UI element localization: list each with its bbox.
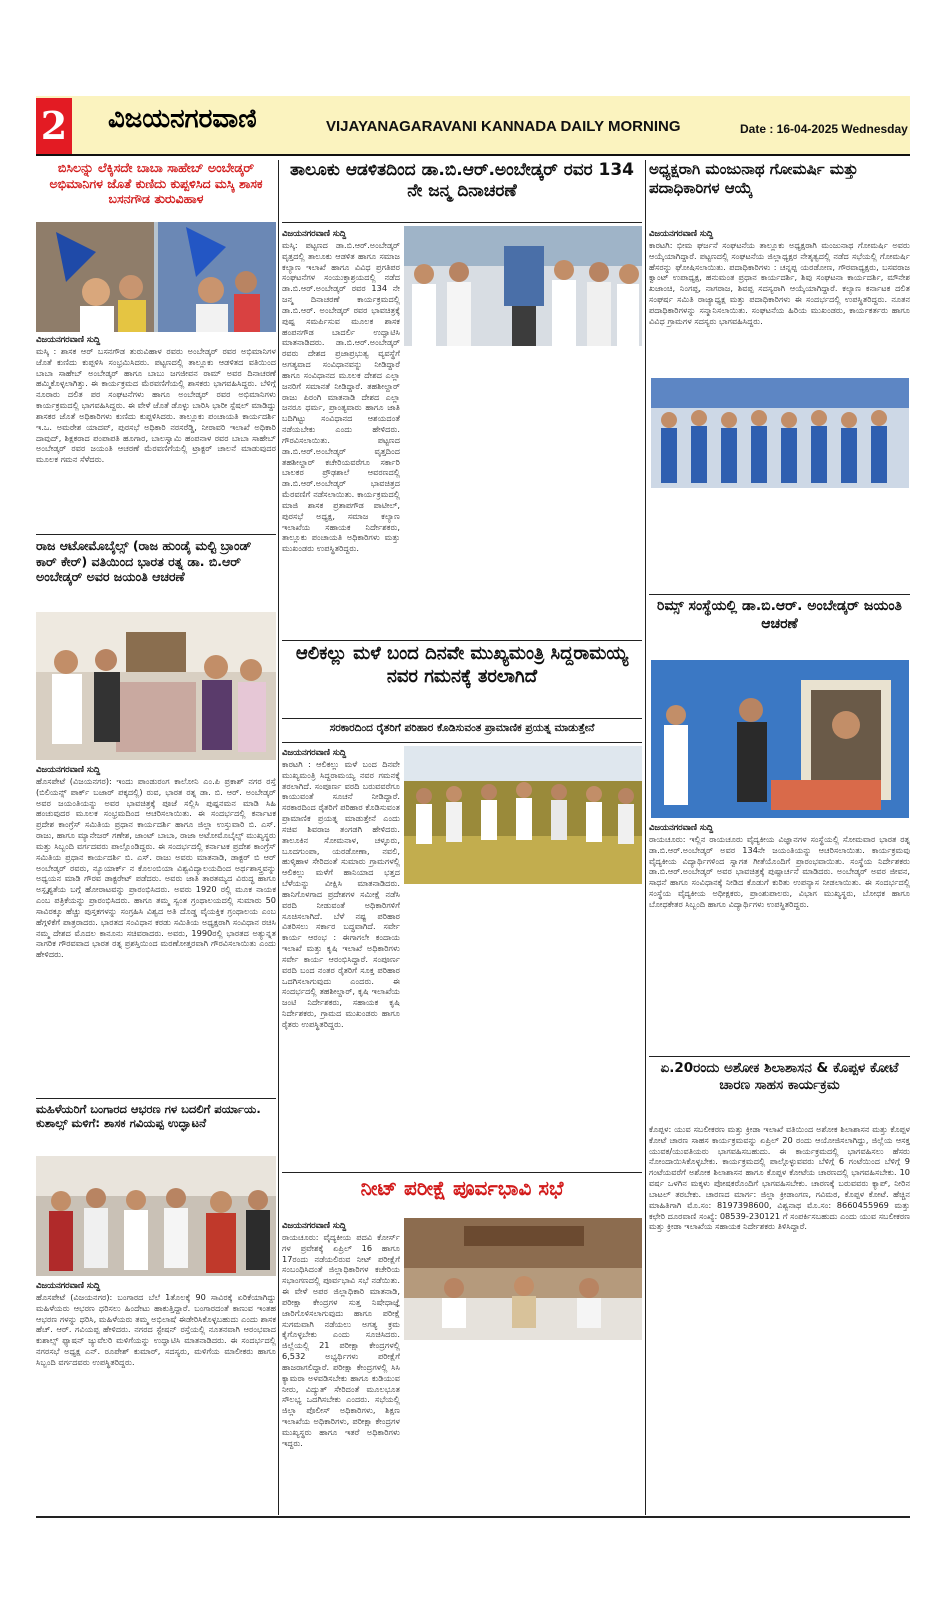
- page-number: 2: [36, 98, 72, 154]
- article-body-manjunath: ಕಾರಟಗಿ: ಭೀಮ ಘರ್ಜನೆ ಸಂಘಟನೆಯ ತಾಲ್ಲೂಕು ಅಧ್ಯಕ್ಷರಾಗಿ ಮಂಜುನಾಥ ಗೋಮರ್ಷಿ ಅವರು ಆಯ್ಕೆಯಾಗಿದ್ದಾರೆ. ಪಟ್ಟಣದಲ್ಲಿ ಸಂಘಟನೆಯ ಜಿಲ್ಲಾಧ್ಯಕ್ಷರ ನೇತೃತ್ವದಲ್ಲಿ ನಡೆದ ಸಭೆಯಲ್ಲಿ ಗೋಮರ್ಷಿ ಹೆಸರನ್ನು ಘೋಷಿಸಲಾಯಿತು. ಪದಾಧಿಕಾರಿಗಳು : ಚನ್ನಪ್ಪ ಯರಡೋಣ, ಗೌರವಾಧ್ಯಕ್ಷರು, ಬಸವರಾಜ ಕ್ವಾಂಟ್ ಉಪಾಧ್ಯಕ್ಷ, ಹನುಮಂತ ಪ್ರಧಾನ ಕಾರ್ಯದರ್ಶಿ, ಶಿವು ಸಂಘಟನಾ ಕಾರ್ಯದರ್ಶಿ, ಮೌನೇಶ ಖಜಾಂಚಿ, ನಿಂಗಪ್ಪ, ನಾಗರಾಜ, ಶಿವಪ್ಪ ಸದಸ್ಯರಾಗಿ ಆಯ್ಕೆಯಾಗಿದ್ದಾರೆ. ಕಲ್ಯಾಣ ಕರ್ನಾಟಕ ದಲಿತ ಸಂಘರ್ಷ ಸಮಿತಿ ರಾಜ್ಯಾಧ್ಯಕ್ಷ ಮತ್ತು ಪದಾಧಿಕಾರಿಗಳು ಈ ಸಂದರ್ಭದಲ್ಲಿ ಉಪಸ್ಥಿತರಿದ್ದರು. ನೂತನ ಪದಾಧಿಕಾರಿಗಳನ್ನು ಸನ್ಮಾನಿಸಲಾಯಿತು. ಸಂಘಟನೆಯ ಹಿರಿಯ ಮುಖಂಡರು, ಕಾರ್ಯಕರ್ತರು ಹಾಗೂ ವಿವಿಧ ಗ್ರಾಮಗಳ ಸದಸ್ಯರು ಭಾಗವಹಿಸಿದ್ದರು.: [649, 240, 910, 326]
- photo-rims-ambedkar: [651, 660, 909, 818]
- headline-kushals-jewellery: ಮಹಿಳೆಯರಿಗೆ ಬಂಗಾರದ ಆಭರಣ ಗಳ ಬದಲಿಗೆ ಪರ್ಯಾಯ. ಕುಶಾಲ್ಸ್ ಮಳಿಗೆ: ಶಾಸಕ ಗವಿಯಪ್ಪ ಉದ್ಘಾಟನೆ: [36, 1102, 261, 1131]
- byline: ವಿಜಯನಗರವಾಣಿ ಸುದ್ದಿ: [36, 764, 101, 774]
- headline-raja-automobiles: ರಾಜ ಆಟೋಮೊಬೈಲ್ಸ್ (ರಾಜ ಹುಂಡೈ ಮಲ್ಟಿ ಬ್ರಾಂಡ್ ಕಾರ್ ಕೇರ್) ವತಿಯಿಂದ ಭಾರತ ರತ್ನ ಡಾ. ಬಿ.ಆರ್ ಅಂಬೇಡ್ಕರ್ ಅವರ ಜಯಂತಿ ಆಚರಣೆ: [36, 538, 252, 585]
- article-divider: [282, 1172, 642, 1173]
- issue-date: Date : 16-04-2025 Wednesday: [740, 122, 908, 136]
- column-divider: [278, 160, 279, 1515]
- article-body-taluk-ambedkar: ಮಸ್ಕಿ: ಪಟ್ಟಣದ ಡಾ.ಬಿ.ಆರ್.ಅಂಬೇಡ್ಕರ್ ವೃತ್ತದಲ್ಲಿ ತಾಲೂಕು ಆಡಳಿತ ಹಾಗೂ ಸಮಾಜ ಕಲ್ಯಾಣ ಇಲಾಖೆ ಹಾಗೂ ವಿವಿಧ ಪ್ರಗತಿಪರ ಸಂಘಟನೆಗಳ ಸಂಯುಕ್ತಾಶ್ರಯದಲ್ಲಿ ನಡೆದ ಡಾ.ಬಿ.ಆರ್.ಅಂಬೇಡ್ಕರ್ ರವರ 134 ನೇ ಜನ್ಮ ದಿನಾಚರಣೆ ಕಾರ್ಯಕ್ರಮದಲ್ಲಿ ಡಾ.ಬಿ.ಆರ್. ಅಂಬೇಡ್ಕರ್ ರವರ ಭಾವಚಿತ್ರಕ್ಕೆ ಪುಷ್ಪ ಸಮರ್ಪಿಸುವ ಮೂಲಕ ಶಾಸಕ ಹಂಪನಗೌಡ ಬಾದರ್ಲಿ ಉದ್ಘಾಟಿಸಿ ಮಾತನಾಡಿದರು. ಡಾ.ಬಿ.ಆರ್.ಅಂಬೇಡ್ಕರ್ ರವರು ದೇಶದ ಪ್ರಜಾಪ್ರಭುತ್ವ ವ್ಯವಸ್ಥೆಗೆ ಅಗತ್ಯವಾದ ಸಂವಿಧಾನವನ್ನು ನೀಡಿದ್ದಾರೆ ಹಾಗೂ ಸಂವಿಧಾನದ ಮೂಲಕ ದೇಶದ ಎಲ್ಲಾ ಜನರಿಗೆ ಸಮಾನತೆ ನೀಡಿದ್ದಾರೆ. ತಹಶೀಲ್ದಾರ್ ರಾಜು ಪಿರಂಗಿ ಮಾತನಾಡಿ ದೇಶದ ಎಲ್ಲಾ ಜನರೂ ಧರ್ಮ, ಪ್ರಾಂತ್ಯವಾರು ಹಾಗೂ ಜಾತಿ ಬದಿಗಿಟ್ಟು ಸಂವಿಧಾನದ ಆಶಯದಂತೆ ನಡೆಯಬೇಕು ಎಂದು ಹೇಳಿದರು. ಗೌರವಿಸಲಾಯಿತು. ಪಟ್ಟಣದ ಡಾ.ಬಿ.ಆರ್.ಅಂಬೇಡ್ಕರ್ ವೃತ್ತದಿಂದ ತಹಶೀಲ್ದಾರ್ ಕಚೇರಿಯವರೆಗೂ ಸರ್ಕಾರಿ ಬಾಲಕರ ಪ್ರೌಢಶಾಲೆ ಆವರಣದಲ್ಲಿ ಡಾ.ಬಿ.ಆರ್.ಅಂಬೇಡ್ಕರ್ ಭಾವಚಿತ್ರದ ಮೆರವಣಿಗೆ ನಡೆಸಲಾಯಿತು. ಕಾರ್ಯಕ್ರಮದಲ್ಲಿ ಮಾಜಿ ಶಾಸಕ ಪ್ರತಾಪಗೌಡ ಪಾಟೀಲ್, ಪುರಸಭೆ ಅಧ್ಯಕ್ಷ, ಸಮಾಜ ಕಲ್ಯಾಣ ಇಲಾಖೆಯ ಸಹಾಯಕ ನಿರ್ದೇಶಕರು, ತಾಲ್ಲೂಕು ಪಂಚಾಯತಿ ಅಧಿಕಾರಿಗಳು ಮತ್ತು ಮುಖಂಡರು ಉಪಸ್ಥಿತರಿದ್ದರು.: [282, 240, 400, 554]
- newspaper-title-english: VIJAYANAGARAVANI KANNADA DAILY MORNING: [326, 118, 681, 135]
- headline-taluk-ambedkar: ತಾಲೂಕು ಆಡಳಿತದಿಂದ ಡಾ.ಬಿ.ಆರ್.ಅಂಬೇಡ್ಕರ್ ರವರ 134 ನೇ ಜನ್ಮ ದಿನಾಚರಣೆ: [289, 160, 635, 202]
- article-divider: [36, 534, 276, 535]
- article-divider: [649, 1056, 910, 1057]
- byline: ವಿಜಯನಗರವಾಣಿ ಸುದ್ದಿ: [649, 228, 714, 238]
- article-body-neet-cont: [404, 1344, 642, 1514]
- newspaper-title-kannada: ವಿಜಯನಗರವಾಣಿ: [108, 104, 257, 134]
- article-divider: [649, 594, 910, 595]
- page-bottom-rule: [36, 1516, 910, 1518]
- headline-ashoka-trekking: ಏ.20ರಂದು ಅಶೋಕ ಶಿಲಾಶಾಸನ & ಕೊಪ್ಪಳ ಕೋಟೆ ಚಾರಣ ಸಾಹಸ ಕಾರ್ಯಕ್ರಮ: [660, 1060, 899, 1093]
- article-divider: [282, 640, 642, 641]
- article-body-raja-automobiles: ಹೊಸಪೇಟೆ (ವಿಜಯನಗರ): ಇಂದು ಪಾಂಡುರಂಗ ಕಾಲೋನಿ ಎಂ.ಪಿ ಪ್ರಕಾಶ್ ನಗರ ರಸ್ತೆ (ಬಿಲಿಯನ್ಸ್ ಪಾರ್ಕ್ ಬಜಾರ್ ಪಕ್ಕದಲ್ಲಿ) ರುವ, ಭಾರತ ರತ್ನ ಡಾ. ಬಿ. ಆರ್. ಅಂಬೇಡ್ಕರ್ ಅವರ ಜಯಂತಿಯನ್ನು ಅವರ ಭಾವಚಿತ್ರಕ್ಕೆ ಪೂಜೆ ಸಲ್ಲಿಸಿ ಪುಷ್ಪನಮನ ಮಾಡಿ ಸಿಹಿ ಹಂಚುವುದರ ಮೂಲಕ ಸಂಭ್ರಮದಿಂದ ಆಚರಿಸಲಾಯಿತು. ಈ ಸಂದರ್ಭದಲ್ಲಿ ಕರ್ನಾಟಕ ಪ್ರದೇಶ ಕಾಂಗ್ರೆಸ್ ಸಮಿತಿಯ ಪ್ರಧಾನ ಕಾರ್ಯದರ್ಶಿ ಹಾಗೂ ಜಿಲ್ಲಾ ಉಸ್ತುವಾರಿ ಬಿ. ಎಸ್. ರಾಜು, ಹಾಗೂ ಮ್ಯಾನೇಜರ್ ಗಣೇಶ, ಜಾಂಟ್ ಬಾಬಾ, ರಾಜಾ ಅಟೋಮೊಬೈಲ್ಸ್ ಮುಖ್ಯಸ್ಥರು ಮತ್ತು ಸಿಬ್ಬಂದಿ ವರ್ಗದವರು ಪಾಲ್ಗೊಂಡಿದ್ದರು. ಈ ಸಂದರ್ಭದಲ್ಲಿ ಕರ್ನಾಟಕ ಪ್ರದೇಶ ಕಾಂಗ್ರೆಸ್ ಸಮಿತಿಯ ಪ್ರಧಾನ ಕಾರ್ಯದರ್ಶಿ ಬಿ. ಎಸ್. ರಾಜು ಅವರು ಮಾತನಾಡಿ, ಡಾಕ್ಟರ್ ಬಿ ಆರ್ ಅಂಬೇಡ್ಕರ್ ರವರು, ನ್ಯೂಯಾರ್ಕ್ ನ ಕೊಲಂಬಿಯಾ ವಿಶ್ವವಿದ್ಯಾಲಯದಿಂದ ಅರ್ಥಶಾಸ್ತ್ರವನ್ನು ಅಧ್ಯಯನ ಮಾಡಿ ಗೌರವ ಡಾಕ್ಟರೇಟ್ ಪಡೆದರು. ಅವರು ಜಾತಿ ತಾರತಮ್ಯದ ವಿರುದ್ಧ ಹಾಗೂ ಅಸ್ಪೃಶ್ಯತೆಯ ಬಗ್ಗೆ ಹೋರಾಟವನ್ನು ಪ್ರಾರಂಭಿಸಿದರು. ಅವರು 1920 ರಲ್ಲಿ ಮೂಕ ನಾಯಕ ಎಂಬ ಪತ್ರಿಕೆಯನ್ನು ಪ್ರಾರಂಭಿಸಿದರು. ಹಾಗೂ ತಮ್ಮ ಸ್ವಂತ ಗ್ರಂಥಾಲಯದಲ್ಲಿ ಸುಮಾರು 50 ಸಾವಿರಕ್ಕೂ ಹೆಚ್ಚು ಪುಸ್ತಕಗಳನ್ನು ಸಂಗ್ರಹಿಸಿ ವಿಶ್ವದ ಅತಿ ದೊಡ್ಡ ವೈಯಕ್ತಿಕ ಗ್ರಂಥಾಲಯ ಎಂಬ ಹೆಗ್ಗಳಿಕೆಗೆ ಪಾತ್ರರಾದರು. ಭಾರತದ ಸಂವಿಧಾನ ಕರಡು ಸಮಿತಿಯ ಅಧ್ಯಕ್ಷರಾಗಿ ಸಂವಿಧಾನ ರಚಿಸಿ ನಮ್ಮ ದೇಶದ ಮೊದಲ ಕಾನೂನು ಸಚಿವರಾದರು. ಅವರು, 1990ರಲ್ಲಿ ಭಾರತದ ಅತ್ಯುನ್ನತ ನಾಗರಿಕ ಗೌರವವಾದ ಭಾರತ ರತ್ನ ಪ್ರಶಸ್ತಿಯಿಂದ ಮರಣೋತ್ತರವಾಗಿ ಗೌರವಿಸಲಾಯಿತು ಎಂದು ಹೇಳಿದರು.: [36, 776, 276, 960]
- subhead-siddaramaiah: ಸರಕಾರದಿಂದ ರೈತರಿಗೆ ಪರಿಹಾರ ಕೊಡಿಸುವಂತ ಪ್ರಾಮಾಣಿಕ ಪ್ರಯತ್ನ ಮಾಡುತ್ತೇನೆ: [329, 722, 595, 734]
- article-body-neet: ರಾಯಚೂರು: ವೈದ್ಯಕೀಯ ಪದವಿ ಕೋರ್ಸ್ ಗಳ ಪ್ರವೇಶಕ್ಕೆ ಏಪ್ರಿಲ್ 16 ಹಾಗೂ 17ರಂದು ನಡೆಯಲಿರುವ ನೀಟ್ ಪರೀಕ್ಷೆಗೆ ಸಂಬಂಧಿಸಿದಂತೆ ಜಿಲ್ಲಾಧಿಕಾರಿಗಳ ಕಚೇರಿಯ ಸಭಾಂಗಣದಲ್ಲಿ ಪೂರ್ವಭಾವಿ ಸಭೆ ನಡೆಯಿತು. ಈ ವೇಳೆ ಅಪರ ಜಿಲ್ಲಾಧಿಕಾರಿ ಮಾತನಾಡಿ, ಪರೀಕ್ಷಾ ಕೇಂದ್ರಗಳ ಸುತ್ತ ನಿಷೇಧಾಜ್ಞೆ ಜಾರಿಗೊಳಿಸಲಾಗುವುದು ಹಾಗೂ ಪರೀಕ್ಷೆ ಸುಗಮವಾಗಿ ನಡೆಯಲು ಅಗತ್ಯ ಕ್ರಮ ಕೈಗೊಳ್ಳಬೇಕು ಎಂದು ಸೂಚಿಸಿದರು. ಜಿಲ್ಲೆಯಲ್ಲಿ 21 ಪರೀಕ್ಷಾ ಕೇಂದ್ರಗಳಲ್ಲಿ 6,532 ಅಭ್ಯರ್ಥಿಗಳು ಪರೀಕ್ಷೆಗೆ ಹಾಜರಾಗಲಿದ್ದಾರೆ. ಪರೀಕ್ಷಾ ಕೇಂದ್ರಗಳಲ್ಲಿ ಸಿಸಿ ಕ್ಯಾಮರಾ ಅಳವಡಿಸಬೇಕು ಹಾಗೂ ಕುಡಿಯುವ ನೀರು, ವಿದ್ಯುತ್ ಸೇರಿದಂತೆ ಮೂಲಭೂತ ಸೌಲಭ್ಯ ಒದಗಿಸಬೇಕು ಎಂದರು. ಸಭೆಯಲ್ಲಿ ಜಿಲ್ಲಾ ಪೊಲೀಸ್ ಅಧಿಕಾರಿಗಳು, ಶಿಕ್ಷಣ ಇಲಾಖೆಯ ಅಧಿಕಾರಿಗಳು, ಪರೀಕ್ಷಾ ಕೇಂದ್ರಗಳ ಮುಖ್ಯಸ್ಥರು ಹಾಗೂ ಇತರೆ ಅಧಿಕಾರಿಗಳು ಇದ್ದರು.: [282, 1232, 400, 1448]
- photo-kushals-inauguration: [36, 1156, 276, 1276]
- article-body-manjunath-cont: [649, 492, 910, 592]
- byline: ವಿಜಯನಗರವಾಣಿ ಸುದ್ದಿ: [282, 1220, 347, 1230]
- subhead-rule: [282, 718, 642, 719]
- byline: ವಿಜಯನಗರವಾಣಿ ಸುದ್ದಿ: [36, 334, 101, 344]
- article-body-ashoka: ಕೊಪ್ಪಳ: ಯುವ ಸಬಲೀಕರಣ ಮತ್ತು ಕ್ರೀಡಾ ಇಲಾಖೆ ವತಿಯಿಂದ ಅಶೋಕ ಶಿಲಾಶಾಸನ ಮತ್ತು ಕೊಪ್ಪಳ ಕೋಟೆ ಚಾರಣ ಸಾಹಸ ಕಾರ್ಯಕ್ರಮವನ್ನು ಏಪ್ರಿಲ್ 20 ರಂದು ಆಯೋಜಿಸಲಾಗಿದ್ದು, ಜಿಲ್ಲೆಯ ಆಸಕ್ತ ಯುವಕ/ಯುವತಿಯರು ಭಾಗವಹಿಸಬಹುದು. ಈ ಕಾರ್ಯಕ್ರಮದಲ್ಲಿ ಭಾಗವಹಿಸಲು ಹೆಸರು ನೋಂದಾಯಿಸಿಕೊಳ್ಳಬೇಕು. ಕಾರ್ಯಕ್ರಮದಲ್ಲಿ ಪಾಲ್ಗೊಳ್ಳುವವರು ಬೆಳಿಗ್ಗೆ 6 ಗಂಟೆಯಿಂದ ಬೆಳಿಗ್ಗೆ 9 ಗಂಟೆಯವರೆಗೆ ಅಶೋಕ ಶಿಲಾಶಾಸನ ಹಾಗೂ ಕೊಪ್ಪಳ ಕೋಟೆಯ ಚಾರಣದಲ್ಲಿ ಭಾಗವಹಿಸಬೇಕು. 10 ವರ್ಷ ಒಳಗಿನ ಮಕ್ಕಳು ಪೋಷಕರೊಂದಿಗೆ ಭಾಗವಹಿಸಬೇಕು. ಚಾರಣಕ್ಕೆ ಬರುವವರು ಕ್ಯಾಪ್, ನೀರಿನ ಬಾಟಲ್ ತರಬೇಕು. ಚಾರಣದ ಮಾರ್ಗ: ಜಿಲ್ಲಾ ಕ್ರೀಡಾಂಗಣ, ಗವಿಮಠ, ಕೊಪ್ಪಳ ಕೋಟೆ. ಹೆಚ್ಚಿನ ಮಾಹಿತಿಗಾಗಿ ಮೊ.ಸಂ: 8197398600, ವಿಶ್ವನಾಥ ಮೊ.ಸಂ: 8660455969 ಮತ್ತು ಕಛೇರಿ ದೂರವಾಣಿ ಸಂಖ್ಯೆ: 08539-230121 ಗೆ ಸಂಪರ್ಕಿಸಬಹುದು ಎಂದು ಯುವ ಸಬಲೀಕರಣ ಮತ್ತು ಕ್ರೀಡಾ ಇಲಾಖೆಯ ಸಹಾಯಕ ನಿರ್ದೇಶಕರು ತಿಳಿಸಿದ್ದಾರೆ.: [649, 1124, 910, 1232]
- photo-manjunath-group: [651, 378, 909, 488]
- article-body-taluk-ambedkar-cont: [404, 350, 642, 635]
- article-divider: [36, 1098, 276, 1099]
- column-divider: [645, 160, 646, 1515]
- photo-neet-meeting: [404, 1218, 642, 1340]
- byline: ವಿಜಯನಗರವಾಣಿ ಸುದ್ದಿ: [282, 228, 347, 238]
- article-body-rims: ರಾಯಚೂರು: ಇಲ್ಲಿನ ರಾಯಚೂರು ವೈದ್ಯಕೀಯ ವಿಜ್ಞಾನಗಳ ಸಂಸ್ಥೆಯಲ್ಲಿ ಸೋಮವಾರ ಭಾರತ ರತ್ನ ಡಾ.ಬಿ.ಆರ್.ಅಂಬೇಡ್ಕರ್ ಅವರ 134ನೇ ಜಯಂತಿಯನ್ನು ಆಚರಿಸಲಾಯಿತು. ಕಾರ್ಯಕ್ರಮವು ವೈದ್ಯಕೀಯ ವಿದ್ಯಾರ್ಥಿಗಳಿಂದ ಸ್ವಾಗತ ಗೀತೆಯೊಂದಿಗೆ ಪ್ರಾರಂಭವಾಯಿತು. ಸಂಸ್ಥೆಯ ನಿರ್ದೇಶಕರು ಡಾ.ಬಿ.ಆರ್.ಅಂಬೇಡ್ಕರ್ ಅವರ ಭಾವಚಿತ್ರಕ್ಕೆ ಪುಷ್ಪಾರ್ಚನೆ ಮಾಡಿದರು. ಅಂಬೇಡ್ಕರ್ ಅವರ ಜೀವನ, ಸಾಧನೆ ಹಾಗೂ ಸಂವಿಧಾನಕ್ಕೆ ನೀಡಿದ ಕೊಡುಗೆ ಕುರಿತು ಉಪನ್ಯಾಸ ನೀಡಲಾಯಿತು. ಈ ಸಂದರ್ಭದಲ್ಲಿ ಸಂಸ್ಥೆಯ ವೈದ್ಯಕೀಯ ಅಧೀಕ್ಷಕರು, ಪ್ರಾಂಶುಪಾಲರು, ವಿಭಾಗ ಮುಖ್ಯಸ್ಥರು, ಬೋಧಕ ಹಾಗೂ ಬೋಧಕೇತರ ಸಿಬ್ಬಂದಿ ಹಾಗೂ ವಿದ್ಯಾರ್ಥಿಗಳು ಉಪಸ್ಥಿತರಿದ್ದರು.: [649, 834, 910, 909]
- article-body-ambedkar-maski: ಮಸ್ಕಿ : ಶಾಸಕ ಆರ್ ಬಸನಗೌಡ ತುರುವಿಹಾಳ ರವರು ಅಂಬೇಡ್ಕರ್ ರವರ ಅಭಿಮಾನಿಗಳ ಜೊತೆ ಕುಣಿದು ಕುಪ್ಪಳಿಸಿ ಸಂಭ್ರಮಿಸಿದರು. ಪಟ್ಟಣದಲ್ಲಿ ತಾಲ್ಲೂಕು ಆಡಳಿತದ ವತಿಯಿಂದ ಬಾಬಾ ಸಾಹೇಬ್ ಅಂಬೇಡ್ಕರ್ ಹಾಗೂ ಬಾಬು ಜಗಜೀವನ ರಾಮ್ ಅವರ ದಿನಾಚರಣೆ ಹಮ್ಮಿಕೊಳ್ಳಲಾಗಿತ್ತು. ಈ ಕಾರ್ಯಕ್ರಮದ ಮೆರವಣಿಗೆಯಲ್ಲಿ ಶಾಸಕರು ಭಾಗವಹಿಸಿದ್ದರು. ಬೆಳಿಗ್ಗೆ ನೂರಾರು ದಲಿತ ಪರ ಸಂಘಟನೆಗಳು ಹಾಗೂ ಅಂಬೇಡ್ಕರ್ ರವರ ಅಭಿಮಾನಿಗಳು ಕಾರ್ಯಕ್ರಮದಲ್ಲಿ ಭಾಗವಹಿಸಿದ್ದರು. ಈ ವೇಳೆ ಜೊತೆ ಡೊಳ್ಳು ಬಾರಿಸಿ ಭಾರೀ ಸ್ಪೆಷಲ್ ಮಾಡಿದ್ದು ಶಾಸಕರ ಜೊತೆ ಅಧಿಕಾರಿಗಳು ಕುಣಿದು ಕುಪ್ಪಳಿಸಿದರು. ತಾಲ್ಲೂಕು ಪಂಚಾಯತಿ ಕಾರ್ಯದರ್ಶಿ ಇ.ಒ. ಅಮರೇಶ ಯಾದವ್, ಪುರಸಭೆ ಅಧಿಕಾರಿ ನರಸರೆಡ್ಡಿ, ನೀರಾವರಿ ಇಲಾಖೆ ಅಧಿಕಾರಿ ದಾವುದ್, ಶಿಕ್ಷಕರಾದ ಪಂಪಾಪತಿ ಹೂಗಾರ, ಬಾಲಸ್ವಾಮಿ ಹಂಪನಾಳ ರವರ ಬಾಬಾ ಸಾಹೇಬ್ ಅಂಬೇಡ್ಕರ್ ರವರ ಜಯಂತಿ ಆಚರಣೆ ಮೆರವಣಿಗೆಯಲ್ಲಿ ಟ್ರಾಕ್ಟರ್ ಚಾಲನೆ ಮಾಡುವುದರ ಮೂಲಕ ಗಮನ ಸೆಳೆದರು.: [36, 346, 276, 465]
- byline: ವಿಜಯನಗರವಾಣಿ ಸುದ್ದಿ: [282, 747, 347, 757]
- article-body-kushals: ಹೊಸಪೇಟೆ (ವಿಜಯನಗರ): ಬಂಗಾರದ ಬೆಲೆ 1ತೊಲಕ್ಕೆ 90 ಸಾವಿರಕ್ಕೆ ಏರಿಕೆಯಾಗಿದ್ದು ಮಹಿಳೆಯರು ಆಭರಣ ಧರಿಸಲು ಹಿಂದೇಟು ಹಾಕುತ್ತಿದ್ದಾರೆ. ಬಂಗಾರದಂತೆ ಕಾಣುವ ಇಂತಹ ಆಭರಣ ಗಳನ್ನು ಧರಿಸಿ, ಮಹಿಳೆಯರು ತಮ್ಮ ಅಭಿಲಾಷೆ ಈಡೇರಿಸಿಕೊಳ್ಳಬಹುದು ಎಂದು ಶಾಸಕ ಹೆಚ್. ಆರ್. ಗವಿಯಪ್ಪ ಹೇಳಿದರು. ನಗರದ ಸ್ಟೇಷನ್ ರಸ್ತೆಯಲ್ಲಿ ನೂತನವಾಗಿ ಆರಂಭವಾದ ಕುಶಾಲ್ಸ್ ಫ್ಯಾಷನ್ ಜ್ಯುವೆಲರಿ ಮಳಿಗೆಯನ್ನು ಉದ್ಘಾಟಿಸಿ ಮಾತನಾಡಿದರು. ಈ ಸಂದರ್ಭದಲ್ಲಿ ನಗರಸಭೆ ಅಧ್ಯಕ್ಷ ಎನ್. ರೂಪೇಶ್ ಕುಮಾರ್, ಸದಸ್ಯರು, ಮಳಿಗೆಯ ಮಾಲೀಕರು ಹಾಗೂ ಸಿಬ್ಬಂದಿ ವರ್ಗದವರು ಉಪಸ್ಥಿತರಿದ್ದರು.: [36, 1292, 276, 1367]
- headline-manjunath-gomarshi: ಅಧ್ಯಕ್ಷರಾಗಿ ಮಂಜುನಾಥ ಗೋಮರ್ಷಿ ಮತ್ತು ಪದಾಧಿಕಾರಿಗಳ ಆಯ್ಕೆ: [649, 160, 859, 197]
- headline-neet-meeting: ನೀಟ್ ಪರೀಕ್ಷೆ ಪೂರ್ವಭಾವಿ ಸಭೆ: [360, 1176, 564, 1200]
- photo-taluk-ambedkar-jayanti: [404, 226, 642, 346]
- subhead-rule: [282, 742, 642, 743]
- headline-ambedkar-maski: ಬಿಸಿಲನ್ನು ಲೆಕ್ಕಿಸದೇ ಬಾಬಾ ಸಾಹೇಬ್ ಅಂಬೇಡ್ಕರ್ ಅಭಿಮಾನಿಗಳ ಜೊತೆ ಕುಣಿದು ಕುಪ್ಪಳಿಸಿದ ಮಸ್ಕಿ ಶಾಸಕ ಬಸನಗೌಡ ತುರುವಿಹಾಳ: [49, 160, 263, 207]
- headline-underline: [282, 222, 642, 223]
- byline: ವಿಜಯನಗರವಾಣಿ ಸುದ್ದಿ: [649, 822, 714, 832]
- headline-siddaramaiah: ಆಲಿಕಲ್ಲು ಮಳೆ ಬಂದ ದಿನವೇ ಮುಖ್ಯಮಂತ್ರಿ ಸಿದ್ದರಾಮಯ್ಯ ನವರ ಗಮನಕ್ಕೆ ತರಲಾಗಿದೆ: [295, 643, 629, 687]
- photo-hailstorm-crop-damage: [404, 746, 642, 884]
- article-body-siddaramaiah-cont: [404, 888, 642, 1168]
- article-body-siddaramaiah: ಕಾರಟಗಿ : ಆಲಿಕಲ್ಲು ಮಳೆ ಬಂದ ದಿನವೇ ಮುಖ್ಯಮಂತ್ರಿ ಸಿದ್ದರಾಮಯ್ಯ ನವರ ಗಮನಕ್ಕೆ ತರಲಾಗಿದೆ. ಸಂಪೂರ್ಣ ವರದಿ ಬರುವವರೆಗೂ ಕಾಯುವಂತೆ ಸೂಚನೆ ನೀಡಿದ್ದಾರೆ. ಸರಕಾರದಿಂದ ರೈತರಿಗೆ ಪರಿಹಾರ ಕೊಡಿಸುವಂತ ಪ್ರಾಮಾಣಿಕ ಪ್ರಯತ್ನ ಮಾಡುತ್ತೇನೆ ಎಂದು ಸಚಿವ ಶಿವರಾಜ ತಂಗಡಗಿ ಹೇಳಿದರು. ತಾಲೂಕಿನ ಸೋಮನಾಳ, ಚಳ್ಳೂರು, ಬೂದಗುಂಪಾ, ಯರಡೋಣಾ, ನವಲಿ, ಹುಳ್ಕಿಹಾಳ ಸೇರಿದಂತೆ ಸುಮಾರು ಗ್ರಾಮಗಳಲ್ಲಿ ಆಲಿಕಲ್ಲು ಮಳೆಗೆ ಹಾನಿಯಾದ ಭತ್ತದ ಬೆಳೆಯನ್ನು ವೀಕ್ಷಿಸಿ ಮಾತನಾಡಿದರು. ಹಾನಿಗೊಳಗಾದ ಪ್ರದೇಶಗಳ ಸಮೀಕ್ಷೆ ನಡೆಸಿ ವರದಿ ನೀಡುವಂತೆ ಅಧಿಕಾರಿಗಳಿಗೆ ಸೂಚಿಸಲಾಗಿದೆ. ಬೆಳೆ ನಷ್ಟ ಪರಿಹಾರ ವಿತರಿಸಲು ಸರ್ಕಾರ ಬದ್ಧವಾಗಿದೆ. ಸರ್ವೇ ಕಾರ್ಯ ಆರಂಭ : ಈಗಾಗಲೇ ಕಂದಾಯ ಇಲಾಖೆ ಮತ್ತು ಕೃಷಿ ಇಲಾಖೆ ಅಧಿಕಾರಿಗಳು ಸರ್ವೇ ಕಾರ್ಯ ಆರಂಭಿಸಿದ್ದಾರೆ. ಸಂಪೂರ್ಣ ವರದಿ ಬಂದ ನಂತರ ರೈತರಿಗೆ ಸೂಕ್ತ ಪರಿಹಾರ ಒದಗಿಸಲಾಗುವುದು ಎಂದರು. ಈ ಸಂದರ್ಭದಲ್ಲಿ ತಹಶೀಲ್ದಾರ್, ಕೃಷಿ ಇಲಾಖೆಯ ಜಂಟಿ ನಿರ್ದೇಶಕರು, ಸಹಾಯಕ ಕೃಷಿ ನಿರ್ದೇಶಕರು, ಗ್ರಾಮದ ಮುಖಂಡರು ಹಾಗೂ ರೈತರು ಉಪಸ್ಥಿತರಿದ್ದರು.: [282, 759, 400, 1029]
- byline: ವಿಜಯನಗರವಾಣಿ ಸುದ್ದಿ: [36, 1280, 101, 1290]
- headline-rims-ambedkar: ರಿಮ್ಸ್ ಸಂಸ್ಥೆಯಲ್ಲಿ ಡಾ.ಬಿ.ಆರ್. ಅಂಬೇಡ್ಕರ್ ಜಯಂತಿ ಆಚರಣೆ: [657, 598, 902, 632]
- photo-ambedkar-procession: [36, 222, 276, 332]
- photo-raja-automobiles: [36, 612, 276, 760]
